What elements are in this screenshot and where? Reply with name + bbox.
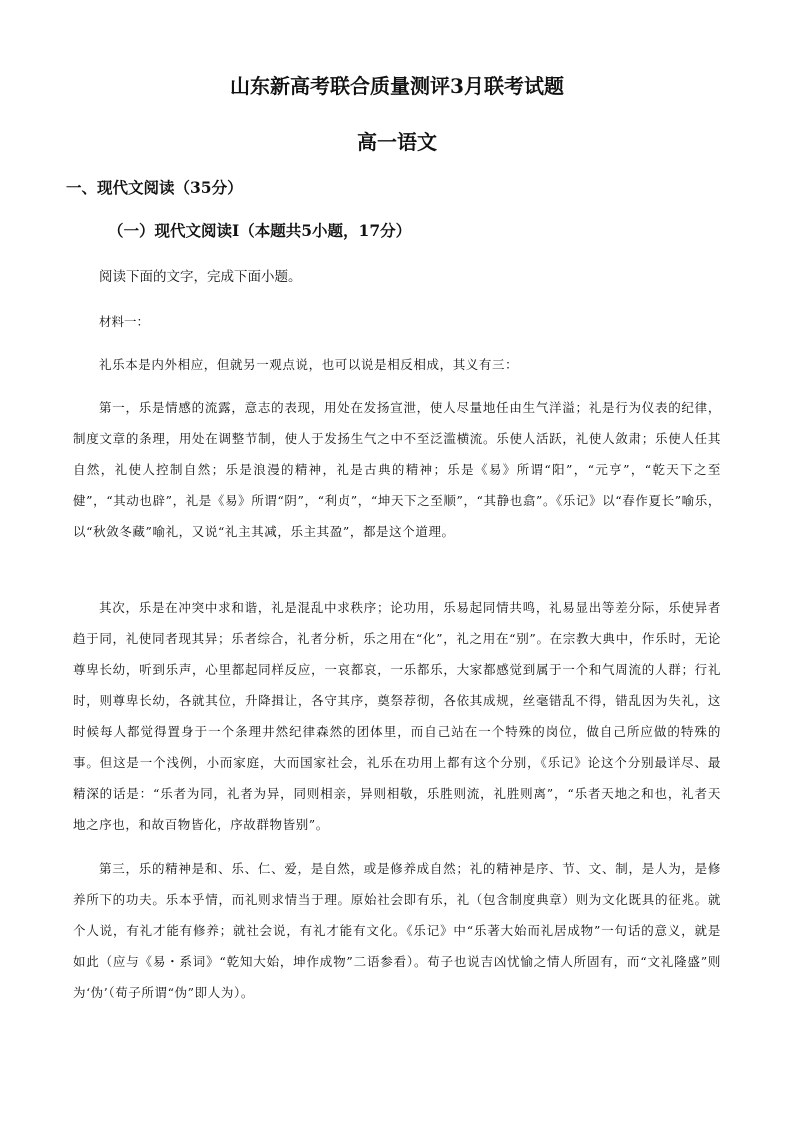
instruction-text: 阅读下面的文字，完成下面小题。 bbox=[99, 269, 302, 285]
section-heading: 一、现代文阅读（35分） bbox=[66, 178, 243, 197]
body-paragraph-3: 第三，乐的精神是和、乐、仁、爱，是自然，或是修养成自然；礼的精神是序、节、文、制，是人为，是修养所下的功夫。乐本乎情，而礼则求情当于理。原始社会即有乐，礼（包含制度典章）则为文化既具的征兆。就个人说，有礼才能有修养；就社会说，有礼才能有文化。《乐记》中“乐著大始而礼居成物”一句话的意义，就是如此（应与《易・系词》“乾知大始，坤作成物”二语参看）。荀子也说吉凶忧愉之情人所固有，而“文礼隆盛”则为‘伪’（荀子所谓“伪”即人为）。 bbox=[73, 861, 721, 1000]
subsection-heading: （一）现代文阅读I（本题共5小题，17分） bbox=[108, 221, 412, 240]
body-paragraph-2: 其次，乐是在冲突中求和谐，礼是混乱中求秩序；论功用，乐易起同情共鸣，礼易显出等差分际，乐使异者趋于同，礼使同者现其异；乐者综合，礼者分析，乐之用在“化”，礼之用在“别”。在宗教大典中，作乐时，无论尊卑长幼，听到乐声，心里都起同样反应，一哀都哀，一乐都乐，大家都感觉到属于一个和气周流的人群；行礼时，则尊卑长幼，各就其位，升降揖让，各守其序，奠祭荐彻，各依其成规，丝毫错乱不得，错乱因为失礼，这时候每人都觉得置身于一个条理井然纪律森然的团体里，而自己站在一个特殊的岗位，做自己所应做的特殊的事。但这是一个浅例，小而家庭，大而国家社会，礼乐在功用上都有这个分别，《乐记》论这个分别最详尽、最精深的话是：“乐者为同，礼者为异，同则相亲，异则相敬，乐胜则流，礼胜则离”，“乐者天地之和也，礼者天地之序也，和故百物皆化，序故群物皆别”。 bbox=[73, 600, 721, 832]
intro-paragraph: 礼乐本是内外相应，但就另一观点说，也可以说是相反相成，其义有三： bbox=[99, 357, 519, 372]
exam-title: 山东新高考联合质量测评3月联考试题 bbox=[230, 74, 564, 98]
material-label: 材料一： bbox=[99, 314, 150, 329]
subject-title: 高一语文 bbox=[357, 130, 437, 154]
body-paragraph-1: 第一，乐是情感的流露，意志的表现，用处在发扬宣泄，使人尽量地任由生气洋溢；礼是行为仪表的纪律，制度文章的条理，用处在调整节制，使人于发扬生气之中不至泛滥横流。乐使人活跃，礼使人敛肃；乐使人任其自然，礼使人控制自然；乐是浪漫的精神，礼是古典的精神；乐是《易》所谓“阳”，“元亨”，“乾天下之至健”，“其动也辟”，礼是《易》所谓“阴”，“利贞”，“坤天下之至顺”，“其静也翕”。《乐记》以“春作夏长”喻乐，以“秋敛冬藏”喻礼，又说“礼主其减，乐主其盈”，都是这个道理。 bbox=[73, 400, 721, 539]
